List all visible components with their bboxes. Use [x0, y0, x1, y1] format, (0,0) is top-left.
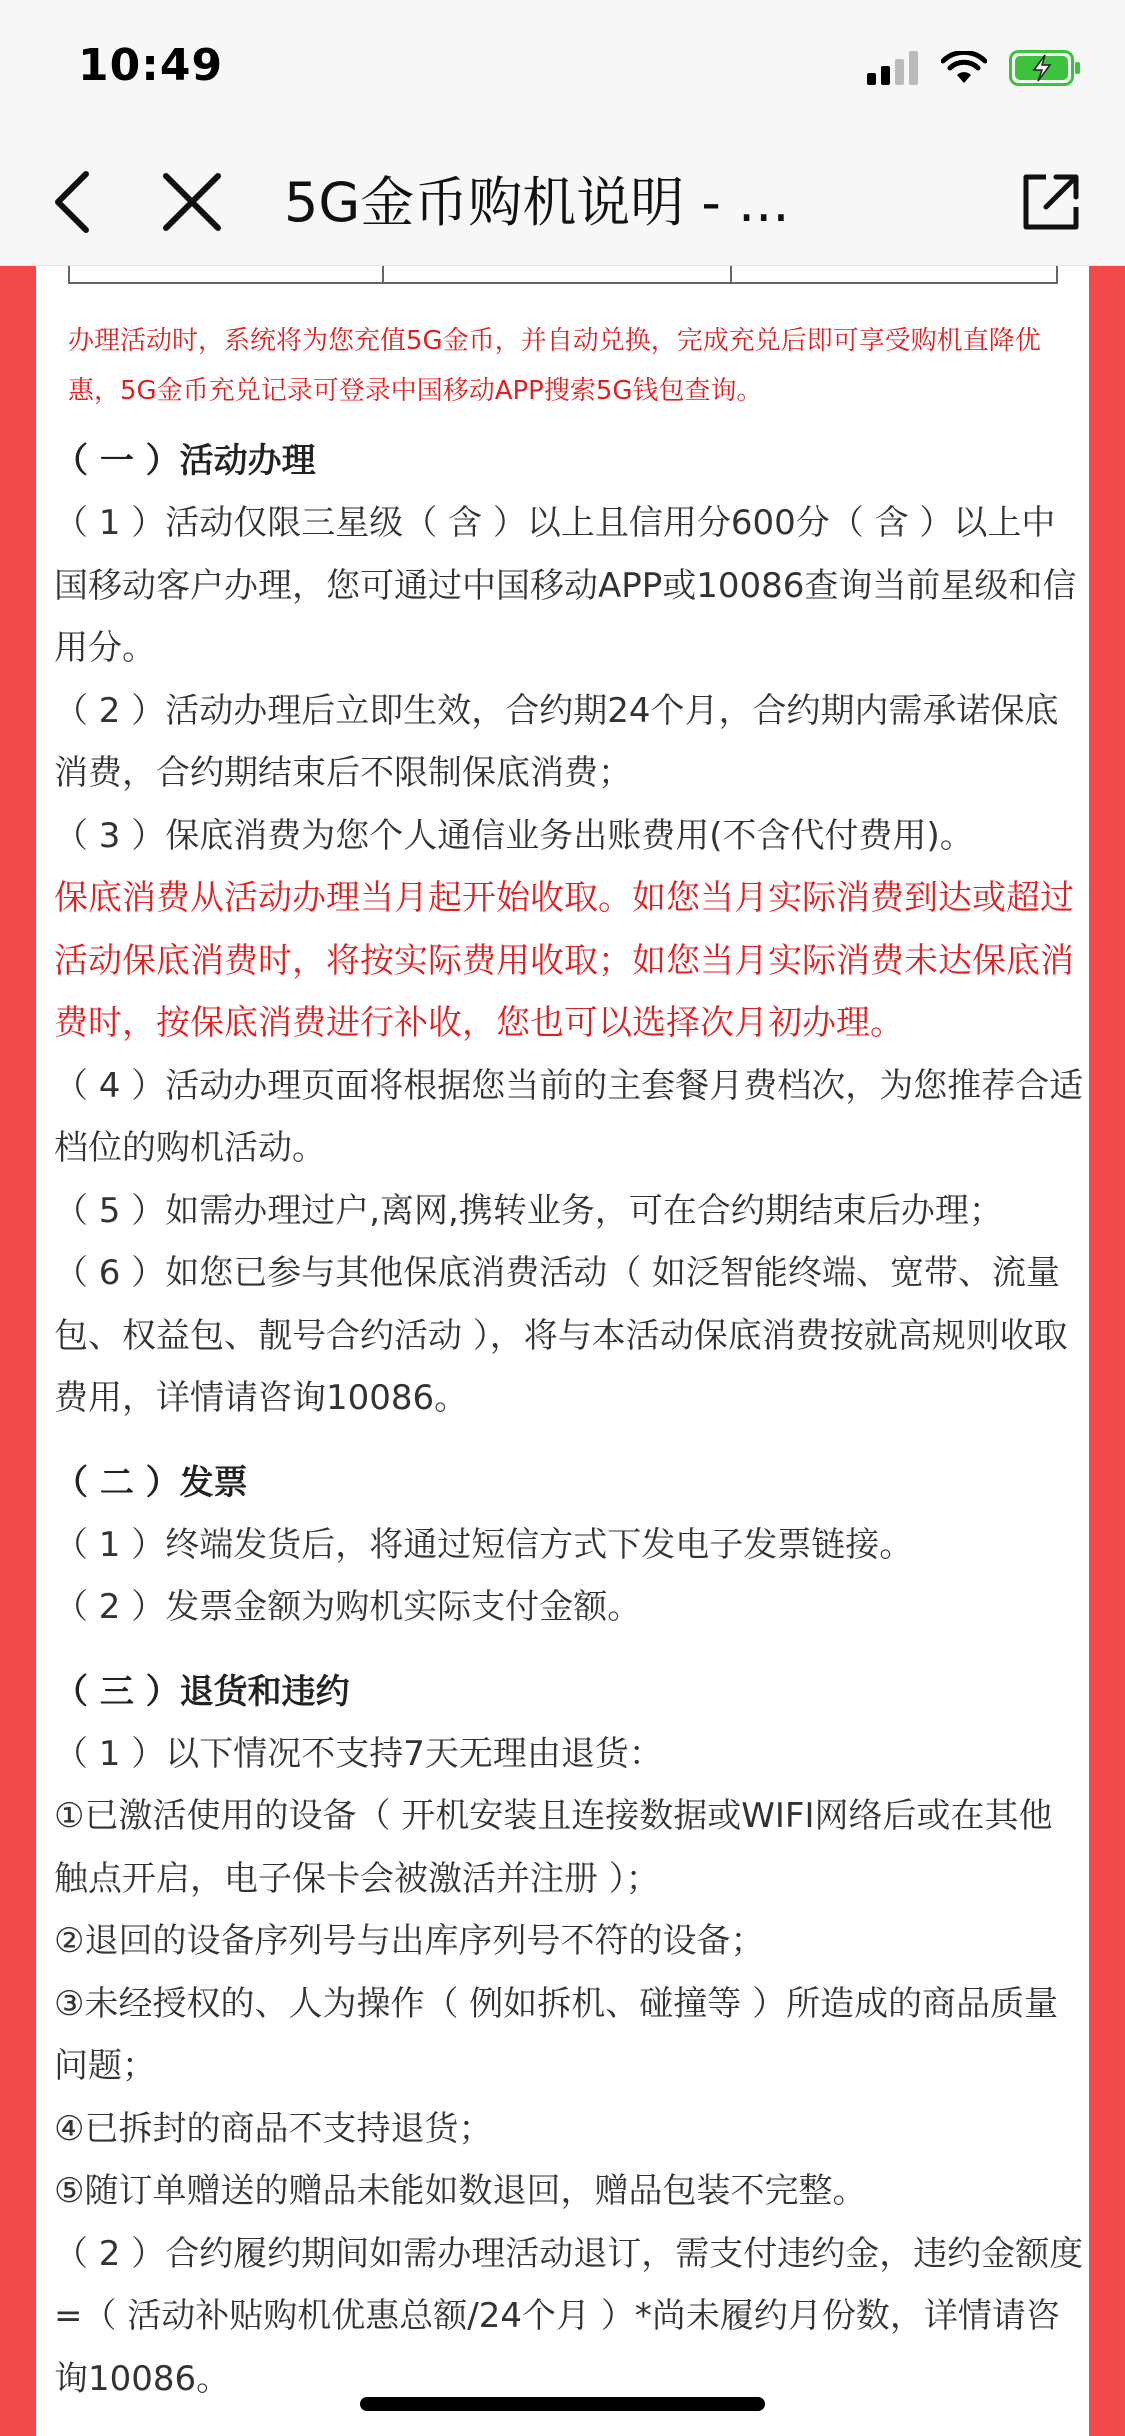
paragraph: （ 2 ）合约履约期间如需办理活动退订，需支付违约金，违约金额度=（ 活动补贴购机优惠总额/24个月 ）*尚未履约月份数，详情请咨询10086。 [54, 2233, 1084, 2399]
share-icon [1020, 171, 1082, 233]
section-heading: （ 二 ）发票 [54, 1462, 248, 1503]
paragraph: （ 2 ）发票金额为购机实际支付金额。 [54, 1587, 642, 1627]
list-item: ④已拆封的商品不支持退货； [54, 2108, 493, 2149]
battery-charging-icon [1009, 50, 1081, 86]
rules-text [54, 422, 1084, 2410]
spacer [54, 1639, 1084, 1653]
chevron-left-icon [52, 170, 92, 234]
paragraph: （ 6 ）如您已参与其他保底消费活动（ 如泛智能终端、宽带、流量包、权益包、靓号合约活动 ），将与本活动保底消费按就高规则收取费用，详情请咨询10086。 [54, 1253, 1068, 1418]
spacer [54, 1430, 1084, 1444]
wifi-icon [941, 51, 987, 85]
content-area[interactable] [0, 266, 1125, 2436]
list-item: ②退回的设备序列号与出库序列号不符的设备； [54, 1921, 765, 1961]
home-indicator[interactable] [360, 2397, 765, 2411]
table-cell [384, 266, 732, 282]
close-button[interactable] [152, 162, 232, 242]
nav-bar [0, 140, 1125, 266]
section-heading: （ 三 ）退货和违约 [54, 1671, 350, 1712]
close-icon [162, 172, 222, 232]
paragraph: （ 4 ）活动办理页面将根据您当前的主套餐月费档次，为您推荐合适档位的购机活动。 [54, 1065, 1084, 1168]
paragraph: （ 1 ）终端发货后，将通过短信方式下发电子发票链接。 [54, 1524, 914, 1565]
paragraph: （ 1 ）活动仅限三星级（ 含 ）以上且信用分600分（ 含 ）以上中国移动客户办理，您可通过中国移动APP或10086查询当前星级和信用分。 [54, 503, 1077, 668]
status-time: 10:49 [78, 40, 224, 91]
paragraph: （ 2 ）活动办理后立即生效，合约期24个月，合约期内需承诺保底消费，合约期结束后不限制保底消费； [54, 690, 1059, 793]
list-item: ③未经授权的、人为操作（ 例如拆机、碰撞等 ）所造成的商品质量问题； [54, 1983, 1059, 2086]
back-button[interactable] [32, 162, 112, 242]
red-paragraph: 保底消费从活动办理当月起开始收取。如您当月实际消费到达或超过活动保底消费时，将按实际费用收取；如您当月实际消费未达保底消费时，按保底消费进行补收，您也可以选择次月初办理。 [54, 878, 1074, 1043]
section-heading: （ 一 ）活动办理 [54, 441, 316, 481]
list-item: ⑤随订单赠送的赠品未能如数退回，赠品包装不完整。 [54, 2171, 867, 2211]
table-cell [732, 266, 1056, 282]
status-bar [0, 0, 1125, 140]
table-cell [70, 266, 384, 282]
paragraph: （ 5 ）如需办理过户,离网,携转业务，可在合约期结束后办理； [54, 1190, 1003, 1231]
share-button[interactable] [1011, 162, 1091, 242]
page-title: 5G金币购机说明 - ... [284, 171, 790, 234]
signal-icon [867, 51, 919, 85]
status-icons [867, 50, 1081, 86]
table-bottom-edge [68, 266, 1058, 284]
paragraph: （ 3 ）保底消费为您个人通信业务出账费用(不含代付费用)。 [54, 815, 974, 856]
red-notice: 办理活动时，系统将为您充值5G金币，并自动兑换，完成充兑后即可享受购机直降优惠，5G金币充兑记录可登录中国移动APP搜索5G钱包查询。 [68, 326, 1041, 406]
content-card [36, 266, 1089, 2436]
paragraph: （ 1 ）以下情况不支持7天无理由退货： [54, 1733, 663, 1774]
list-item: ①已激活使用的设备（ 开机安装且连接数据或WIFI网络后或在其他触点开启，电子保卡会被激活并注册 ）； [54, 1796, 1053, 1899]
